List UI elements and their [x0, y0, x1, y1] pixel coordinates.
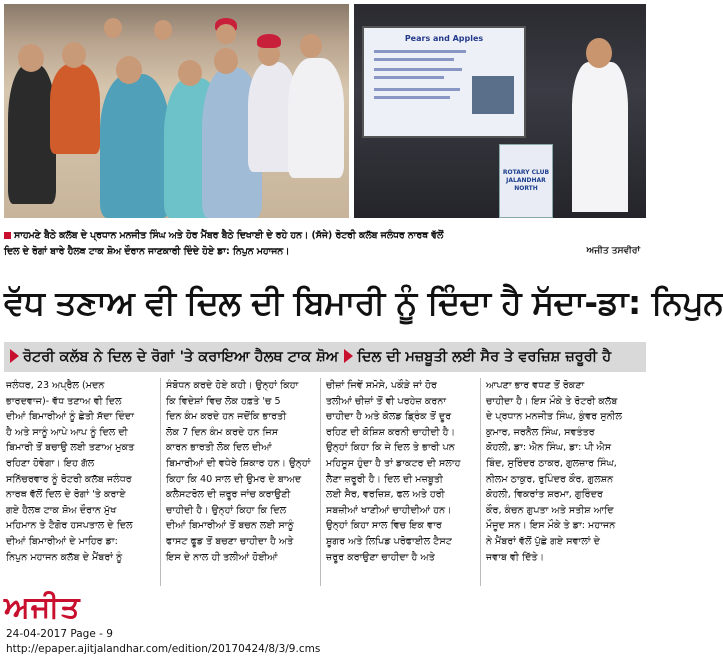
caption-text: ਦਿਲ ਦੇ ਰੋਗਾਂ ਬਾਰੇ ਹੈਲਥ ਟਾਕ ਸ਼ੋਅ ਦੌਰਾਨ ਜਾਣਕਾਰੀ ਦਿੰਦੇ ਹੋਏ ਡਾ: ਨਿਪੁਨ ਮਹਾਜਨ।: [4, 246, 290, 257]
article-line: ਕੋਹਲੀ, ਵਿਕਰਾਂਤ ਸ਼ਰਮਾ, ਗੁਰਿੰਦਰ: [486, 489, 603, 501]
article-line: ਸ਼ੂਗਰ ਅਤੇ ਲਿਪਿਡ ਪਰੋਫਾਈਲ ਟੈਸਟ: [326, 535, 452, 547]
article-line: ਦੀਆਂ ਬਿਮਾਰੀਆਂ ਨੂੰ ਛੇਤੀ ਸੱਦਾ ਦਿੰਦਾ: [6, 411, 134, 423]
article-line: ਲੋਕ 7 ਦਿਨ ਕੰਮ ਕਰਦੇ ਹਨ ਜਿਸ: [166, 426, 279, 438]
slide-text-line: [374, 50, 466, 53]
slide-title: Pears and Apples: [404, 34, 484, 43]
article-line: ਕੌਰ, ਕੰਚਨ ਗੁਪਤਾ ਅਤੇ ਸਤੀਸ਼ ਆਦਿ: [486, 504, 614, 516]
article-line: ਬਿਮਾਰੀਆਂ ਦੀ ਵਧੇਰੇ ਸ਼ਿਕਾਰ ਹਨ। ਉਨ੍ਹਾਂ: [166, 457, 311, 469]
audience-photo: [4, 4, 349, 218]
article-line: ਬਿੰਦ, ਸੁਰਿੰਦਰ ਠਾਕਰ, ਗੁਲਜ਼ਾਰ ਸਿੰਘ,: [486, 457, 617, 469]
article-line: ਗਏ ਹੈਲਥ ਟਾਕ ਸ਼ੋਅ ਦੌਰਾਨ ਮੁੱਖ: [6, 504, 117, 516]
arrow-icon: [344, 349, 353, 363]
article-line: ਨੇ ਮੈਂਬਰਾਂ ਵੱਲੋਂ ਪੁੱਛੇ ਗਏ ਸਵਾਲਾਂ ਦੇ: [486, 535, 600, 547]
article-column: [486, 378, 636, 586]
article-line: ਕਿ ਵਿਦੇਸ਼ਾਂ ਵਿਚ ਲੋਕ ਹਫ਼ਤੇ 'ਚ 5: [166, 395, 281, 407]
article-line: ਨਿਪੁਨ ਮਹਾਜਨ ਕਲੱਬ ਦੇ ਮੈਂਬਰਾਂ ਨੂੰ: [6, 551, 123, 563]
article-line: ਰਹਿਣਾ ਹੋਵੇਗਾ। ਇਹ ਗੱਲ: [6, 457, 95, 469]
arrow-icon: [10, 349, 19, 363]
subhead-second: ਦਿਲ ਦੀ ਮਜ਼ਬੂਤੀ ਲਈ ਸੈਰ ਤੇ ਵਰਜ਼ਿਸ਼ ਜ਼ਰੂਰੀ ਹੈ: [357, 349, 612, 365]
audience-head: [18, 44, 44, 72]
article-line: ਉਨ੍ਹਾਂ ਕਿਹਾ ਕਿ ਜੇ ਦਿਲ ਤੇ ਭਾਰੀ ਪਨ: [326, 442, 455, 454]
slide-text-line: [374, 68, 462, 71]
article-line: ਚੀਜ਼ਾਂ ਜਿਵੇਂ ਸਮੋਸੇ, ਪਕੌੜੇ ਜਾਂ ਹੋਰ: [326, 380, 437, 391]
slide-image: [472, 76, 514, 114]
article-line: ਦੀਆਂ ਬਿਮਾਰੀਆਂ ਤੋਂ ਬਚਨ ਲਈ ਸਾਨੂੰ: [166, 520, 294, 532]
article-line: ਰਹਿਣ ਦੀ ਕੋਸ਼ਿਸ਼ ਕਰਨੀ ਚਾਹੀਦੀ ਹੈ।: [326, 426, 456, 438]
article-line: ਇਸ ਦੇ ਨਾਲ ਹੀ ਤਲੀਆਂ ਹੋਈਆਂ: [166, 551, 278, 563]
article-line: ਕੋਹਲੀ, ਡਾ: ਐਨ ਸਿੰਘ, ਡਾ: ਪੀ ਐਸ: [486, 442, 612, 454]
footer-url[interactable]: http://epaper.ajitjalandhar.com/edition/20170424/8/3/9.cms: [6, 643, 321, 655]
article-line: ਕਿਹਾ ਕਿ 40 ਸਾਲ ਦੀ ਉਮਰ ਦੇ ਬਾਅਦ: [166, 473, 302, 485]
article-line: ਕਲੈਸਟਰੋਲ ਦੀ ਜ਼ਰੂਰ ਜਾਂਚ ਕਰਾਉਣੀ: [166, 489, 291, 501]
headline: ਵੱਧ ਤਣਾਅ ਵੀ ਦਿਲ ਦੀ ਬਿਮਾਰੀ ਨੂੰ ਦਿੰਦਾ ਹੈ ਸੱਦਾ-ਡਾ: ਨਿਪੁਨ: [4, 283, 723, 322]
audience-head: [216, 24, 236, 44]
audience-head: [214, 48, 238, 74]
audience-head: [104, 18, 122, 38]
banner-text: ROTARY CLUB JALANDHAR NORTH: [502, 169, 550, 192]
article-line: ਸਨਿੱਚਰਵਾਰ ਨੂੰ ਰੋਟਰੀ ਕਲੱਬ ਜਲੰਧਰ: [6, 473, 132, 485]
slide-text-line: [374, 96, 450, 99]
photo-credit: ਅਜੀਤ ਤਸਵੀਰਾਂ: [586, 246, 640, 256]
article-column: [166, 378, 316, 586]
footer-date-page: 24-04-2017 Page - 9: [6, 628, 113, 640]
slide-text-line: [374, 88, 460, 91]
audience-person: [100, 74, 170, 218]
column-divider: [160, 378, 161, 586]
article-body: [6, 378, 646, 586]
column-divider: [480, 378, 481, 586]
slide-text-line: [374, 58, 454, 61]
article-line: ਮੌਜੂਦ ਸਨ। ਇਸ ਮੌਕੇ ਤੇ ਡਾ: ਮਹਾਜਨ: [486, 520, 616, 532]
article-line: ਚਾਹੀਦਾ ਹੈ। ਇਸ ਮੌਕੇ ਤੇ ਰੋਟਰੀ ਕਲੱਬ: [486, 395, 618, 407]
article-line: ਉਨ੍ਹਾਂ ਕਿਹਾ ਸਾਲ ਵਿਚ ਇਕ ਵਾਰ: [326, 520, 442, 532]
audience-person: [8, 64, 56, 204]
column-divider: [320, 378, 321, 586]
article-line: ਸੰਬੋਧਨ ਕਰਦੇ ਹੋਏ ਕਹੀ। ਉਨ੍ਹਾਂ ਕਿਹਾ: [166, 380, 299, 391]
article-line: ਤਲੀਆਂ ਚੀਜ਼ਾਂ ਤੋਂ ਵੀ ਪਰਹੇਜ਼ ਕਰਨਾ: [326, 395, 447, 407]
article-line: ਦਿਨ ਕੰਮ ਕਰਦੇ ਹਨ ਜਦੋਂਕਿ ਭਾਰਤੀ: [166, 411, 287, 423]
audience-head: [154, 20, 172, 40]
audience-person: [288, 58, 344, 178]
photo-caption: [4, 228, 646, 260]
article-line: ਦੀਆਂ ਬਿਮਾਰੀਆਂ ਦੇ ਮਾਹਿਰ ਡਾ:: [6, 535, 118, 547]
speaker-photo: [354, 4, 646, 218]
caption-bullet-icon: [4, 232, 11, 239]
audience-head: [62, 42, 86, 68]
caption-line: [4, 228, 646, 244]
article-line: ਲੈਣਾ ਜ਼ਰੂਰੀ ਹੈ। ਦਿਲ ਦੀ ਮਜ਼ਬੂਤੀ: [326, 473, 443, 485]
article-line: ਦੇ ਪ੍ਰਧਾਨ ਮਨਜੀਤ ਸਿੰਘ, ਕੁੰਵਰ ਸੁਨੀਲ: [486, 411, 623, 423]
article-line: ਮਹਿਮਾਨ ਤੇ ਟੈਗੋਰ ਹਸਪਤਾਲ ਦੇ ਦਿਲ: [6, 520, 133, 532]
article-line: ਜਵਾਬ ਵੀ ਦਿੱਤੇ।: [486, 551, 545, 563]
audience-person: [50, 64, 100, 154]
article-line: ਫਾਸਟ ਫੂਡ ਤੋਂ ਬਚਣਾ ਚਾਹੀਦਾ ਹੈ ਅਤੇ: [166, 535, 294, 547]
article-line: ਚਾਹੀਦਾ ਹੈ ਅਤੇ ਕੋਲਡ ਡ੍ਰਿੰਕ ਤੋਂ ਦੂਰ: [326, 411, 452, 423]
audience-head: [178, 60, 202, 86]
article-line: ਭਾਰਦਵਾਜ)- ਵੱਧ ਤਣਾਅ ਵੀ ਦਿਲ: [6, 395, 122, 407]
article-column: [326, 378, 476, 586]
subhead-first: ਰੋਟਰੀ ਕਲੱਬ ਨੇ ਦਿਲ ਦੇ ਰੋਗਾਂ 'ਤੇ ਕਰਾਇਆ ਹੈਲਥ ਟਾਕ ਸ਼ੋਅ: [23, 349, 339, 365]
article-line: ਜ਼ਰੂਰ ਕਰਾਉਣਾ ਚਾਹੀਦਾ ਹੈ ਅਤੇ: [326, 551, 435, 563]
article-line: ਹੈ ਅਤੇ ਸਾਨੂੰ ਆਪੇ ਆਪ ਨੂੰ ਦਿਲ ਦੀ: [6, 426, 128, 438]
speaker-head: [586, 38, 612, 68]
article-line: ਮਹਿਸੂਸ ਹੁੰਦਾ ਹੈ ਤਾਂ ਡਾਕਟਰ ਦੀ ਸਲਾਹ: [326, 457, 461, 469]
projection-screen: [362, 26, 526, 138]
subhead-bar: [4, 342, 646, 372]
article-line: ਨੀਲਮ ਠਾਕੁਰ, ਰੁਪਿੰਦਰ ਕੌਰ, ਗੁਲਸ਼ਨ: [486, 473, 614, 485]
article-line: ਕੁਮਾਰ, ਜਰਨੈਲ ਸਿੰਘ, ਸਵਤੰਤਰ: [486, 426, 595, 438]
caption-text: ਸਾਹਮਣੇ ਬੈਠੇ ਕਲੱਬ ਦੇ ਪ੍ਰਧਾਨ ਮਨਜੀਤ ਸਿੰਘ ਅਤੇ ਹੋਰ ਮੈਂਬਰ ਬੈਠੇ ਦਿਖਾਈ ਦੇ ਰਹੇ ਹਨ। (ਸੱਜੇ) ਰੋਟਰੀ ਕਲੱਬ ਜਲੰਧਰ ਨਾਰਥ ਵੱਲੋਂ: [14, 230, 444, 241]
audience-head: [116, 56, 142, 84]
audience-head: [300, 34, 322, 58]
newspaper-logo: ਅਜੀਤ: [4, 590, 81, 625]
article-column: [6, 378, 156, 586]
caption-line: [4, 244, 646, 260]
article-line: ਕਾਰਨ ਭਾਰਤੀ ਲੋਕ ਦਿਲ ਦੀਆਂ: [166, 442, 272, 454]
speaker-figure: [572, 62, 628, 212]
article-line: ਬਿਮਾਰੀ ਤੋਂ ਬਚਾਉ ਲਈ ਤਣਾਅ ਮੁਕਤ: [6, 442, 135, 454]
article-line: ਨਾਰਥ ਵੱਲੋਂ ਦਿਲ ਦੇ ਰੋਗਾਂ 'ਤੇ ਕਰਾਏ: [6, 489, 126, 501]
article-line: ਜਲੰਧਰ, 23 ਅਪ੍ਰੈਲ (ਮਦਨ: [6, 380, 105, 391]
rotary-banner: [499, 144, 553, 218]
article-line: ਸਬਜ਼ੀਆਂ ਖਾਣੀਆਂ ਚਾਹੀਦੀਆਂ ਹਨ।: [326, 504, 452, 516]
turban-shape: [257, 34, 281, 48]
slide-text-line: [374, 76, 444, 79]
article-line: ਆਪਣਾ ਭਾਰ ਵਧਣ ਤੋਂ ਰੋਕਣਾ: [486, 380, 585, 391]
article-line: ਚਾਹੀਦੀ ਹੈ। ਉਨ੍ਹਾਂ ਕਿਹਾ ਕਿ ਦਿਲ: [166, 504, 287, 516]
article-line: ਲਈ ਸੈਰ, ਵਰਜ਼ਿਸ਼, ਫਲ ਅਤੇ ਹਰੀ: [326, 489, 445, 501]
